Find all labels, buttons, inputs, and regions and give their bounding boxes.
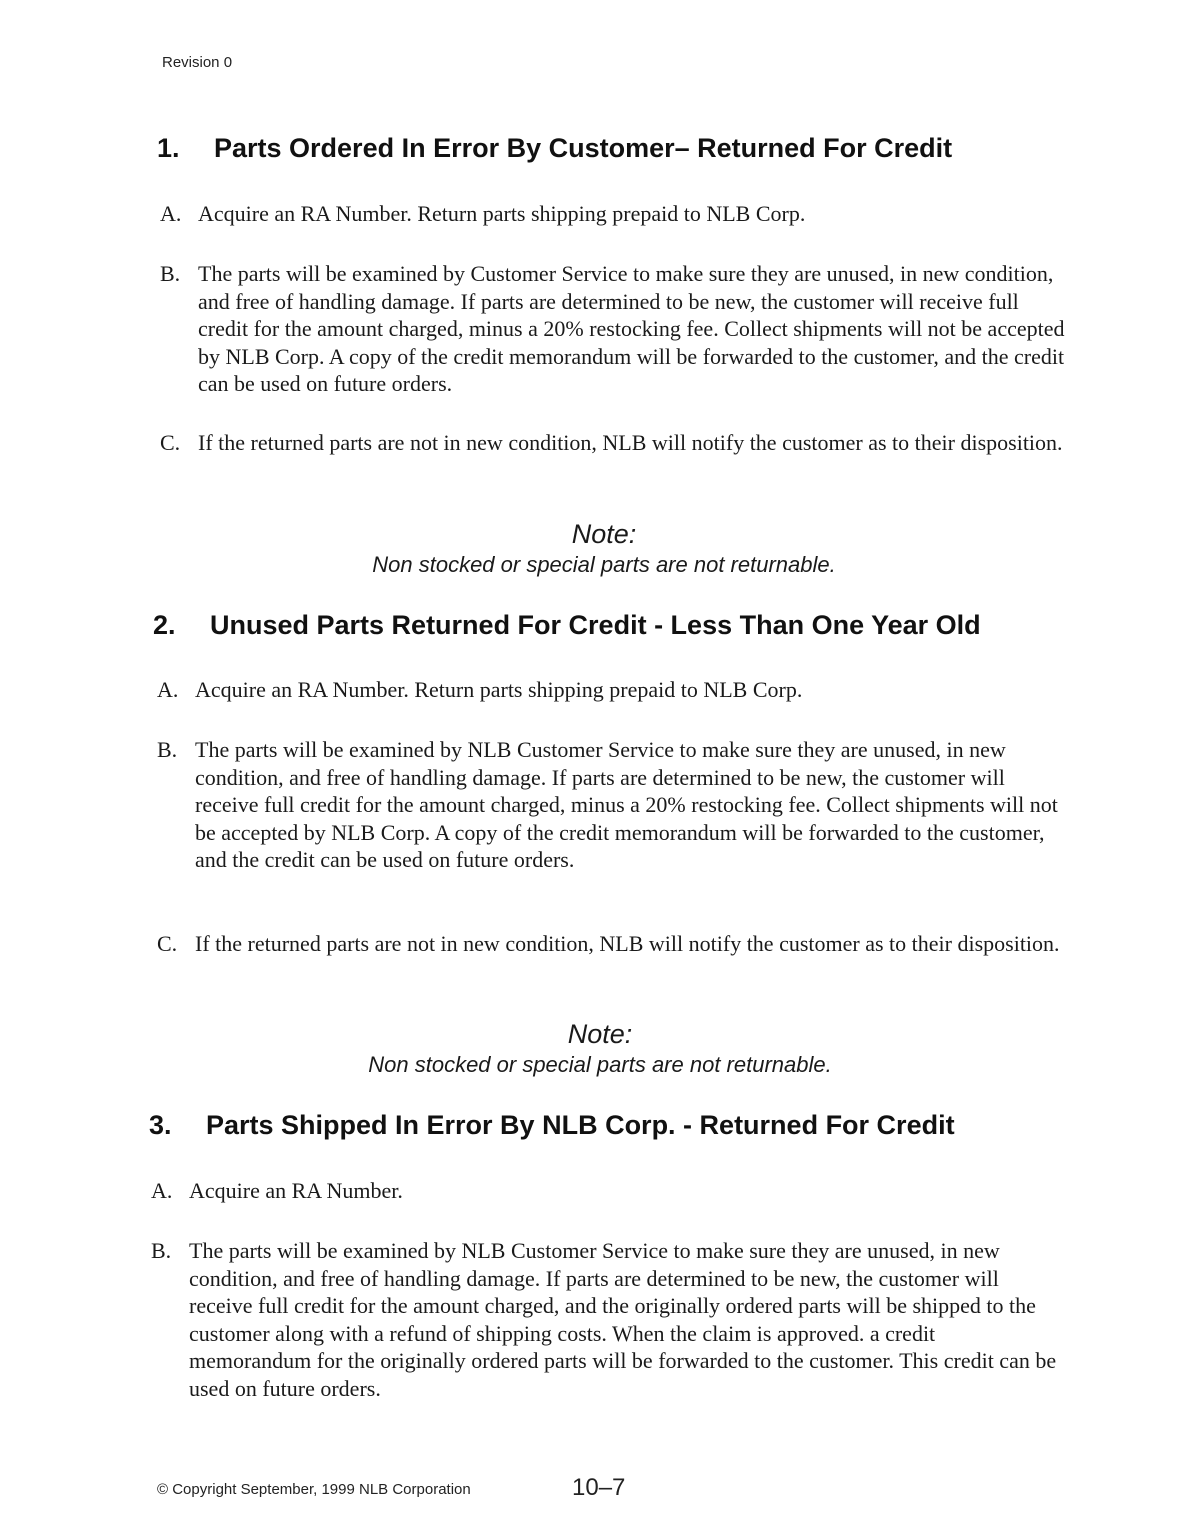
item-letter: B.: [151, 1238, 172, 1263]
section-number: 3.: [149, 1110, 172, 1140]
section-title: Parts Shipped In Error By NLB Corp. - Returned For Credit: [206, 1110, 955, 1140]
list-item: [157, 676, 1065, 704]
item-letter: C.: [157, 931, 178, 956]
section-heading: [149, 1109, 1109, 1141]
item-letter: A.: [160, 201, 182, 226]
section-number: 1.: [157, 133, 180, 163]
item-letter: A.: [151, 1178, 173, 1203]
item-text: The parts will be examined by Customer Service to make sure they are unused, in new condition, and free of handling damage. If parts are determined to be new, the customer will receive full credit for the amount charged, minus a 20% restocking fee. Collect shipments will not be accepted by NLB Corp. A copy of the credit memorandum will be forwarded to the customer, and the credit can be used on future orders.: [198, 261, 1065, 396]
item-letter: B.: [157, 737, 178, 762]
list-item: [160, 200, 1068, 228]
item-text: The parts will be examined by NLB Customer Service to make sure they are unused, in new condition, and free of handling damage. If parts are determined to be new, the customer will receive full credit for the amount charged, minus a 20% restocking fee. Collect shipments will not be accepted by NLB Corp. A copy of the credit memorandum will be forwarded to the customer, and the credit can be used on future orders.: [195, 737, 1058, 872]
note-text: Non stocked or special parts are not returnable.: [372, 552, 836, 577]
page-number: 10–7: [572, 1474, 626, 1501]
note-box: [250, 1018, 950, 1080]
copyright-notice: © Copyright September, 1999 NLB Corporation: [157, 1481, 471, 1498]
section-title: Parts Ordered In Error By Customer– Returned For Credit: [214, 133, 953, 163]
list-item: [160, 260, 1068, 398]
note-box: [254, 518, 954, 580]
section-2: [153, 609, 1113, 641]
item-letter: C.: [160, 430, 181, 455]
list-item: [157, 930, 1065, 958]
item-letter: A.: [157, 677, 179, 702]
note-text: Non stocked or special parts are not returnable.: [368, 1052, 832, 1077]
section-number: 2.: [153, 610, 176, 640]
section-heading: [157, 132, 1117, 164]
note-title: Note:: [571, 519, 637, 549]
list-item: [151, 1237, 1059, 1402]
list-item: [151, 1177, 1059, 1205]
item-text: Acquire an RA Number. Return parts shipping prepaid to NLB Corp.: [195, 677, 803, 702]
item-text: Acquire an RA Number.: [189, 1178, 403, 1203]
section-1: [157, 132, 1117, 164]
item-letter: B.: [160, 261, 181, 286]
item-text: If the returned parts are not in new condition, NLB will notify the customer as to their disposition.: [195, 931, 1060, 956]
item-text: Acquire an RA Number. Return parts shipping prepaid to NLB Corp.: [198, 201, 806, 226]
item-text: If the returned parts are not in new condition, NLB will notify the customer as to their disposition.: [198, 430, 1063, 455]
note-title: Note:: [567, 1019, 633, 1049]
item-text: The parts will be examined by NLB Customer Service to make sure they are unused, in new condition, and free of handling damage. If parts are determined to be new, the customer will receive full credit for the amount charged, and the originally ordered parts will be shipped to the customer along with a refund of shipping costs. When the claim is approved. a credit memorandum for the originally ordered parts will be forwarded to the customer. This credit can be used on future orders.: [189, 1238, 1057, 1401]
list-item: [160, 429, 1068, 457]
section-3: [149, 1109, 1109, 1141]
section-title: Unused Parts Returned For Credit - Less Than One Year Old: [210, 610, 981, 640]
list-item: [157, 736, 1065, 874]
revision-label: Revision 0: [162, 54, 233, 71]
section-heading: [153, 609, 1113, 641]
